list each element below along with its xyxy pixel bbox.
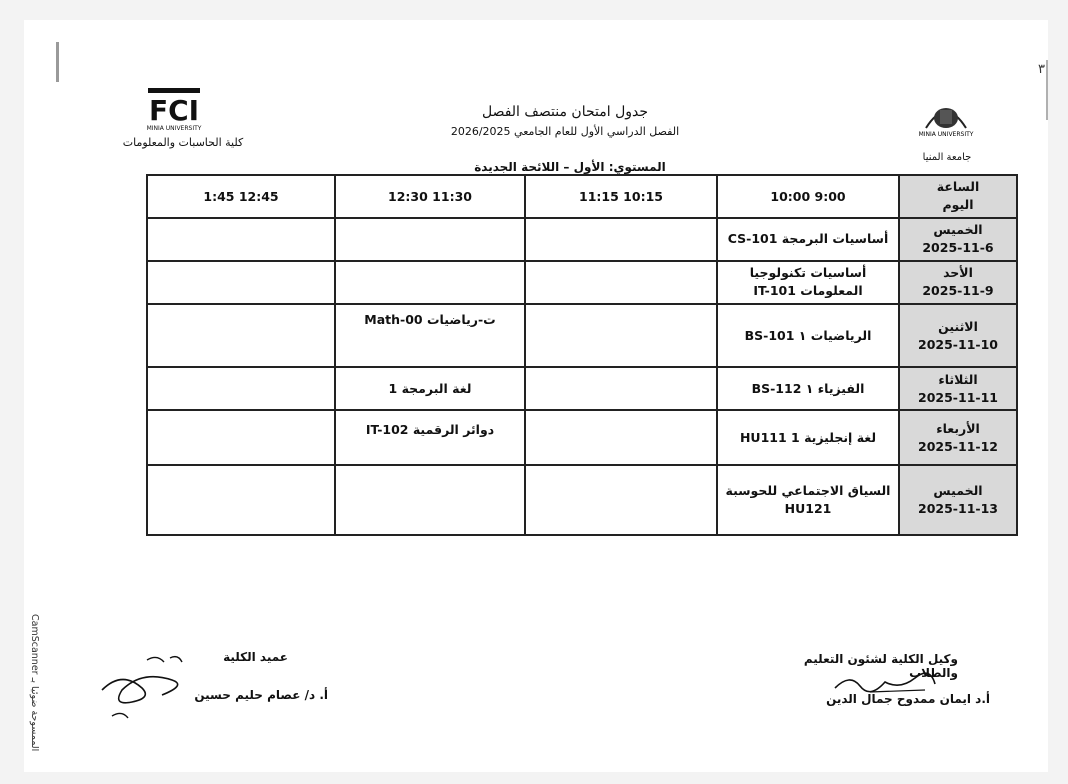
scanner-watermark: CamScanner الممسوحة ضوئيا بـ bbox=[29, 614, 40, 752]
exam-cell bbox=[147, 261, 335, 304]
day-date: 2025-11-9 bbox=[922, 283, 994, 299]
exam-course: أساسيات تكنولوجيا bbox=[749, 265, 867, 281]
exam-cell bbox=[335, 304, 525, 367]
exam-course: الرياضيات ١ BS-101 bbox=[744, 327, 872, 343]
fci-logo bbox=[144, 86, 204, 132]
exam-cell bbox=[335, 261, 525, 304]
day-date: 2025-11-6 bbox=[922, 240, 994, 256]
university-name: جامعة المنيا bbox=[922, 152, 972, 163]
table-row bbox=[147, 465, 1017, 535]
day-cell bbox=[899, 304, 1017, 367]
exam-schedule-table bbox=[146, 174, 1018, 536]
exam-cell bbox=[147, 218, 335, 261]
exam-cell bbox=[147, 304, 335, 367]
level-label: المستوي: الأول – اللائحة الجديدة bbox=[474, 160, 666, 174]
day-name: الخميس bbox=[933, 483, 983, 499]
exam-course: ت-رياضيات Math-00 bbox=[364, 311, 496, 327]
table-header-row bbox=[147, 175, 1017, 218]
exam-cell bbox=[525, 465, 717, 535]
day-date: 2025-11-10 bbox=[918, 336, 998, 352]
time-slot-header: 11:15 10:15 bbox=[525, 175, 717, 218]
day-cell bbox=[899, 261, 1017, 304]
dean-name: أ. د/ عصام حليم حسين bbox=[194, 688, 328, 702]
exam-course: أساسيات البرمجة CS-101 bbox=[727, 231, 889, 247]
uni-logo-caption: MINIA UNIVERSITY bbox=[918, 131, 974, 138]
document-title: جدول امتحان منتصف الفصل bbox=[481, 104, 649, 120]
day-name: الأربعاء bbox=[936, 420, 980, 436]
time-slot-header: 10:00 9:00 bbox=[717, 175, 899, 218]
day-date: 2025-11-13 bbox=[918, 501, 998, 517]
day-name: الاثنين bbox=[938, 318, 978, 334]
day-cell bbox=[899, 218, 1017, 261]
exam-cell bbox=[717, 465, 899, 535]
corner-header-cell bbox=[899, 175, 1017, 218]
table-row bbox=[147, 261, 1017, 304]
exam-cell bbox=[525, 218, 717, 261]
day-date: 2025-11-11 bbox=[918, 389, 998, 405]
day-name: الثلاثاء bbox=[938, 371, 978, 387]
dean-title: عميد الكلية bbox=[223, 650, 288, 664]
exam-cell bbox=[147, 465, 335, 535]
day-label: اليوم bbox=[942, 197, 974, 213]
fci-logo-caption: MINIA UNIVERSITY bbox=[146, 125, 202, 132]
exam-course: لغة إنجليزية 1 HU111 bbox=[739, 429, 877, 445]
vice-dean-title: وكيل الكلية لشئون التعليم والطلاب bbox=[803, 652, 958, 680]
day-cell bbox=[899, 465, 1017, 535]
page-corner-mark: ٣ bbox=[1038, 62, 1045, 77]
exam-cell bbox=[335, 465, 525, 535]
exam-cell bbox=[717, 367, 899, 410]
time-slot-header: 12:30 11:30 bbox=[335, 175, 525, 218]
exam-cell bbox=[335, 410, 525, 465]
day-date: 2025-11-12 bbox=[918, 438, 998, 454]
exam-cell bbox=[525, 304, 717, 367]
scan-artifact bbox=[56, 42, 59, 82]
vice-dean-name: أ.د ايمان ممدوح جمال الدين bbox=[826, 692, 990, 706]
minia-university-logo bbox=[916, 96, 976, 138]
time-slot-header: 1:45 12:45 bbox=[147, 175, 335, 218]
scan-artifact bbox=[1046, 60, 1048, 120]
table-row bbox=[147, 304, 1017, 367]
exam-cell bbox=[147, 410, 335, 465]
table-row bbox=[147, 218, 1017, 261]
exam-course: دوائر الرقمية IT-102 bbox=[365, 422, 495, 438]
exam-course: المعلومات IT-101 bbox=[753, 283, 863, 299]
document-subtitle: الفصل الدراسي الأول للعام الجامعي 2026/2025 bbox=[450, 125, 680, 138]
exam-cell bbox=[525, 261, 717, 304]
table-row bbox=[147, 410, 1017, 465]
exam-cell bbox=[717, 410, 899, 465]
exam-cell bbox=[717, 304, 899, 367]
hour-label: الساعة bbox=[936, 179, 980, 195]
exam-cell bbox=[335, 367, 525, 410]
exam-cell bbox=[525, 367, 717, 410]
exam-cell bbox=[335, 218, 525, 261]
exam-course: لغة البرمجة 1 bbox=[388, 380, 472, 396]
fci-logo-text: FCI bbox=[148, 94, 200, 127]
exam-cell bbox=[717, 261, 899, 304]
exam-course: السياق الاجتماعي للحوسبة bbox=[725, 483, 891, 499]
day-cell bbox=[899, 367, 1017, 410]
exam-course: الفيزياء ١ BS-112 bbox=[751, 380, 865, 396]
day-name: الخميس bbox=[933, 222, 983, 238]
table-row bbox=[147, 367, 1017, 410]
faculty-name: كلية الحاسبات والمعلومات bbox=[122, 136, 244, 149]
exam-course: HU121 bbox=[784, 501, 832, 517]
exam-cell bbox=[525, 410, 717, 465]
exam-cell bbox=[717, 218, 899, 261]
exam-cell bbox=[147, 367, 335, 410]
day-name: الأحد bbox=[943, 265, 973, 281]
day-cell bbox=[899, 410, 1017, 465]
